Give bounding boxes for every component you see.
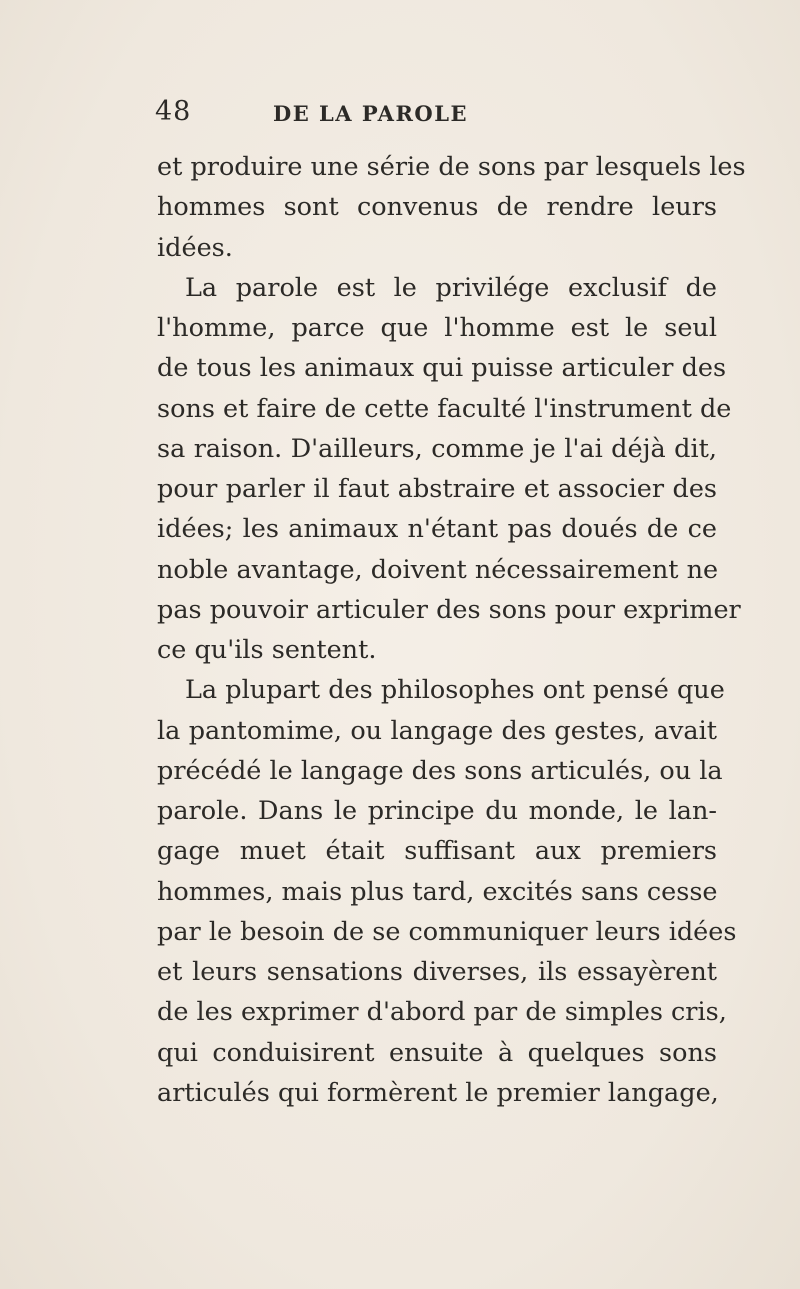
text-line: précédé le langage des sons articulés, ou la <box>157 755 723 786</box>
text-line: noble avantage, doivent nécessairement ne <box>157 554 719 585</box>
page-header <box>155 96 615 132</box>
text-line: sons et faire de cette faculté l'instrument de <box>157 393 732 424</box>
text-line: qui conduisirent ensuite à quelques sons <box>157 1037 717 1068</box>
text-line: pour parler il faut abstraire et associer des <box>157 474 717 504</box>
text-line: parole. Dans le principe du monde, le lan- <box>157 796 717 826</box>
text-line: gage muet était suffisant aux premiers <box>157 836 717 867</box>
text-line: idées. <box>157 232 233 263</box>
running-title: DE LA PAROLE <box>273 101 468 126</box>
text-line: hommes sont convenus de rendre leurs <box>157 192 717 223</box>
body-text <box>157 147 746 1113</box>
text-line: ce qu'ils sentent. <box>157 635 377 665</box>
text-line: idées; les animaux n'étant pas doués de ce <box>157 514 717 545</box>
text-line: La plupart des philosophes ont pensé que <box>185 675 725 706</box>
text-line: La parole est le privilége exclusif de <box>185 272 717 303</box>
text-line: sa raison. D'ailleurs, comme je l'ai déjà dit, <box>157 433 717 464</box>
text-line: articulés qui formèrent le premier langage, <box>157 1077 719 1108</box>
text-line: pas pouvoir articuler des sons pour exprimer <box>157 594 741 625</box>
text-line: la pantomime, ou langage des gestes, avait <box>157 715 717 746</box>
text-line: par le besoin de se communiquer leurs idées <box>157 916 737 947</box>
text-line: et leurs sensations diverses, ils essayèrent <box>157 957 717 987</box>
text-line: et produire une série de sons par lesquels les <box>157 152 746 182</box>
text-line: l'homme, parce que l'homme est le seul <box>157 313 717 343</box>
text-line: hommes, mais plus tard, excités sans cesse <box>157 876 718 907</box>
text-line: de tous les animaux qui puisse articuler des <box>157 353 727 384</box>
text-line: de les exprimer d'abord par de simples cris, <box>157 997 727 1028</box>
page-number: 48 <box>155 96 192 127</box>
